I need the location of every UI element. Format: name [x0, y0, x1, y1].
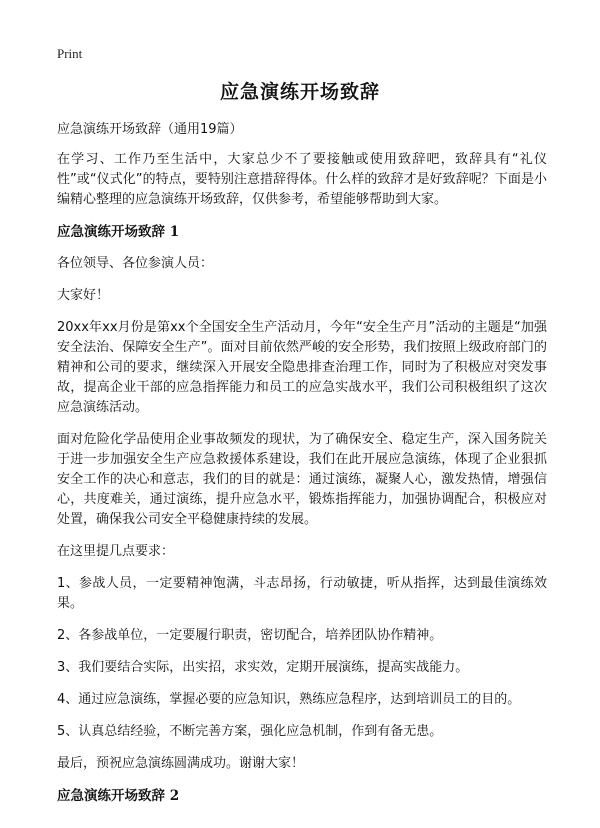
section-heading-2: 应急演练开场致辞 2	[57, 788, 180, 804]
intro-paragraph: 在学习、工作乃至生活中，大家总少不了要接触或使用致辞吧，致辞具有“礼仪性”或“仪式化”的特点，要特别注意措辞得体。什么样的致辞才是好致辞呢？下面是小编精心整理的应急演练开场致辞，仅供参考，希望能够帮助到大家。	[57, 152, 547, 207]
requirement-item: 3、我们要结合实际，出实招，求实效，定期开展演练，提高实战能力。	[57, 660, 469, 675]
article-subtitle: 应急演练开场致辞（通用19篇）	[57, 122, 243, 137]
page-title: 应急演练开场致辞	[219, 81, 380, 103]
requirement-item: 5、认真总结经验，不断完善方案，强化应急机制，作到有备无患。	[57, 724, 443, 739]
print-link[interactable]: Print	[57, 46, 83, 61]
hello-paragraph: 大家好！	[57, 288, 110, 303]
requirement-item: 4、通过应急演练，掌握必要的应急知识，熟练应急程序，达到培训员工的目的。	[57, 692, 521, 707]
requirements-intro: 在这里提几点要求：	[57, 544, 175, 559]
body-paragraph: 20xx年xx月份是第xx个全国安全生产活动月，今年“安全生产月”活动的主题是“加强安全法治、保障安全生产”。面对目前依然严峻的安全形势，我们按照上级政府部门的精神和公司的要求，继续深入开展安全隐患排查治理工作，同时为了积极应对突发事故，提高企业干部的应急指挥能力和员工的应急实战水平，我们公司积极组织了这次应急演练活动。	[57, 320, 547, 415]
greeting-paragraph: 各位领导、各位参演人员：	[57, 256, 214, 271]
section-heading-1: 应急演练开场致辞 1	[57, 224, 180, 240]
closing-paragraph: 最后，预祝应急演练圆满成功。谢谢大家！	[57, 756, 305, 771]
article-body	[57, 120, 547, 818]
requirement-item: 1、参战人员，一定要精神饱满，斗志昂扬，行动敏捷，听从指挥，达到最佳演练效果。	[57, 576, 547, 611]
body-paragraph: 面对危险化学品使用企业事故频发的现状，为了确保安全、稳定生产，深入国务院关于进一步加强安全生产应急救援体系建设，我们在此开展应急演练，体现了企业狠抓安全工作的决心和意志，我们的目的就是：通过演练，凝聚人心，激发热情，增强信心，共度难关，通过演练，提升应急水平，锻炼指挥能力，加强协调配合，积极应对处置，确保我公司安全平稳健康持续的发展。	[57, 432, 547, 527]
requirement-item: 2、各参战单位，一定要履行职责，密切配合，培养团队协作精神。	[57, 628, 443, 643]
